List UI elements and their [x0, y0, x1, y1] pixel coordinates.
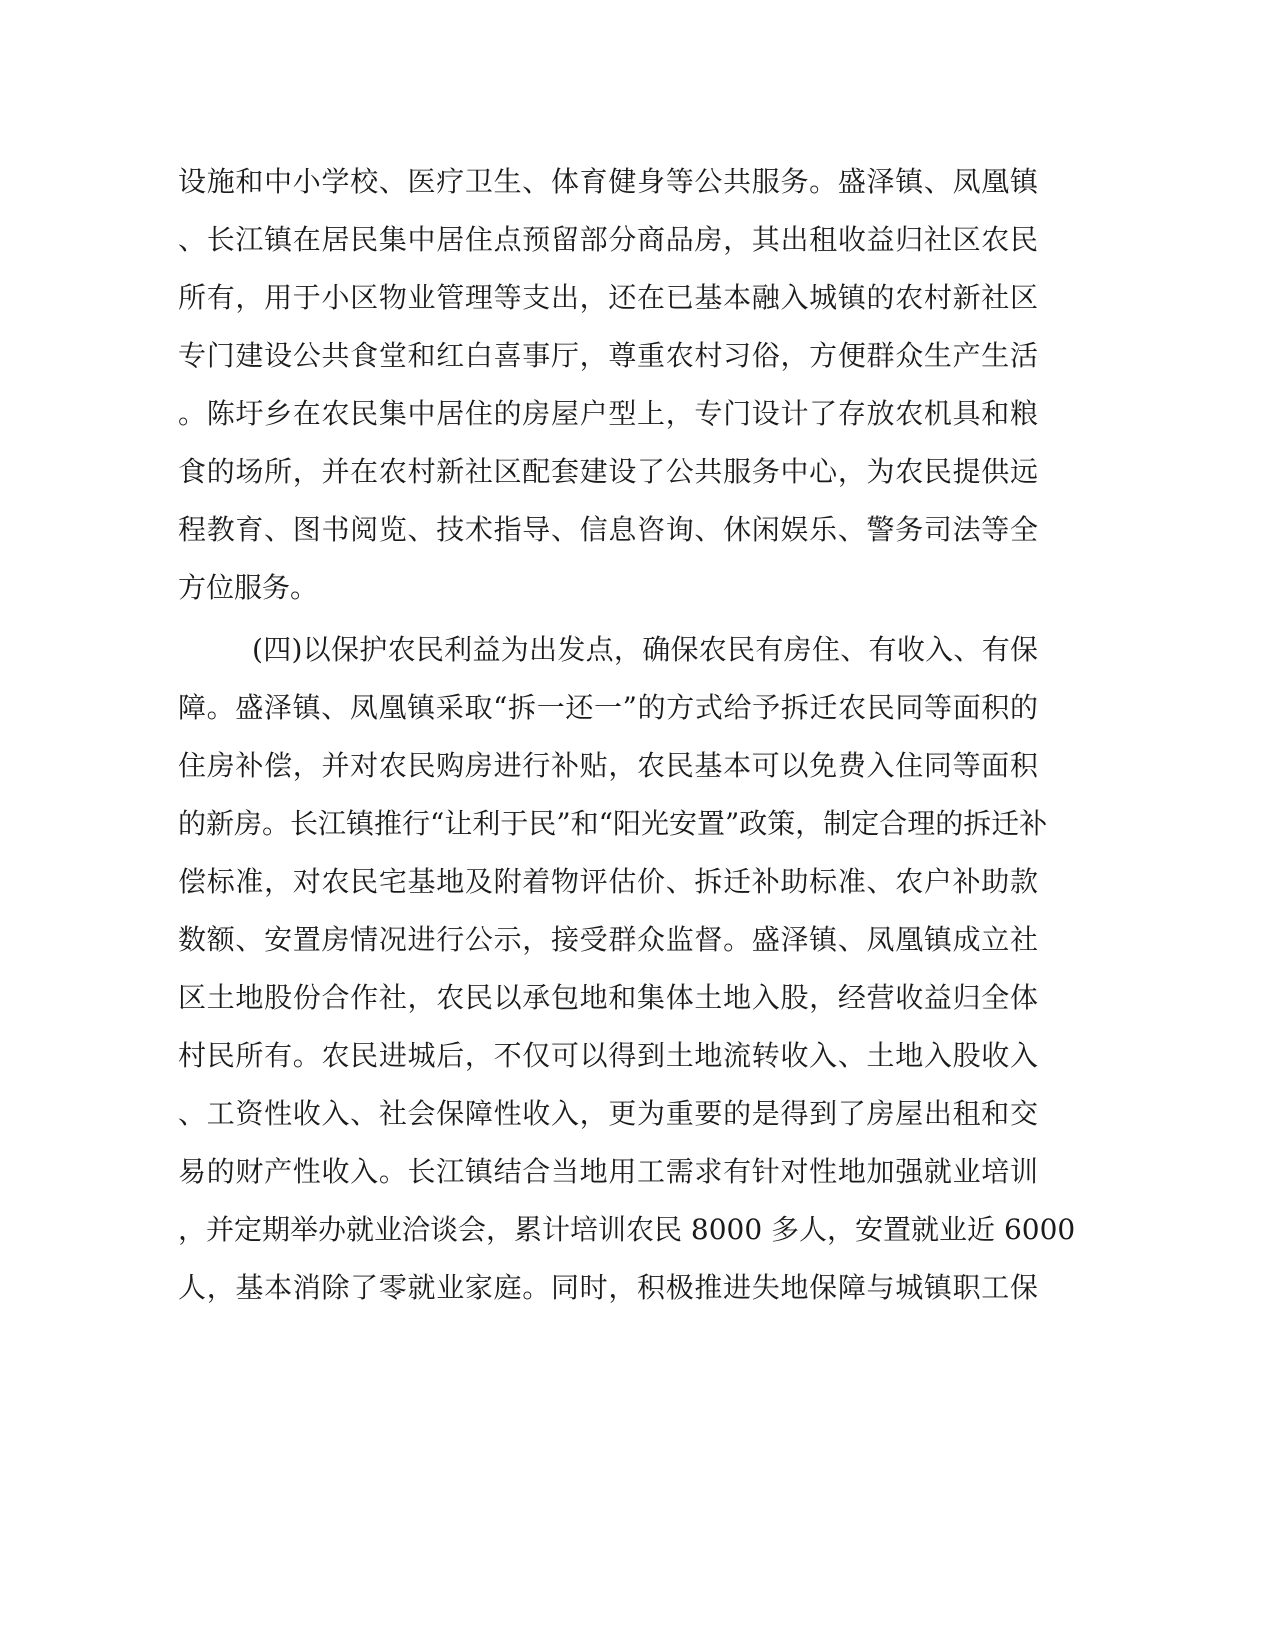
- text-line: 住房补偿，并对农民购房进行补贴，农民基本可以免费入住同等面积: [178, 749, 1038, 782]
- text-line: 。陈圩乡在农民集中居住的房屋户型上，专门设计了存放农机具和粮: [178, 397, 1038, 430]
- text-line: 、长江镇在居民集中居住点预留部分商品房，其出租收益归社区农民: [178, 223, 1038, 256]
- paragraph-heading-line: (四)以保护农民利益为出发点，确保农民有房住、有收入、有保: [252, 633, 1038, 666]
- text-line: 障。盛泽镇、凤凰镇采取“拆一还一”的方式给予拆迁农民同等面积的: [178, 691, 1038, 724]
- text-line: 专门建设公共食堂和红白喜事厅，尊重农村习俗，方便群众生产生活: [178, 339, 1038, 372]
- text-line: ，并定期举办就业洽谈会，累计培训农民 8000 多人，安置就业近 6000: [178, 1213, 1076, 1246]
- text-line: 的新房。长江镇推行“让利于民”和“阳光安置”政策，制定合理的拆迁补: [178, 807, 1048, 840]
- text-line: 偿标准，对农民宅基地及附着物评估价、拆迁补助标准、农户补助款: [178, 865, 1038, 898]
- text-line: 数额、安置房情况进行公示，接受群众监督。盛泽镇、凤凰镇成立社: [178, 923, 1038, 956]
- text-line: 村民所有。农民进城后，不仅可以得到土地流转收入、土地入股收入: [178, 1039, 1038, 1072]
- text-line: 人，基本消除了零就业家庭。同时，积极推进失地保障与城镇职工保: [178, 1271, 1038, 1304]
- text-line: 程教育、图书阅览、技术指导、信息咨询、休闲娱乐、警务司法等全: [178, 513, 1038, 546]
- text-line: 易的财产性收入。长江镇结合当地用工需求有针对性地加强就业培训: [178, 1155, 1038, 1188]
- text-line: 方位服务。: [178, 571, 319, 604]
- text-line: 区土地股份合作社，农民以承包地和集体土地入股，经营收益归全体: [178, 981, 1038, 1014]
- text-line: 食的场所，并在农村新社区配套建设了公共服务中心，为农民提供远: [178, 455, 1038, 488]
- text-line: 设施和中小学校、医疗卫生、体育健身等公共服务。盛泽镇、凤凰镇: [178, 165, 1038, 198]
- text-line: 所有，用于小区物业管理等支出，还在已基本融入城镇的农村新社区: [178, 281, 1038, 314]
- text-line: 、工资性收入、社会保障性收入，更为重要的是得到了房屋出租和交: [178, 1097, 1038, 1130]
